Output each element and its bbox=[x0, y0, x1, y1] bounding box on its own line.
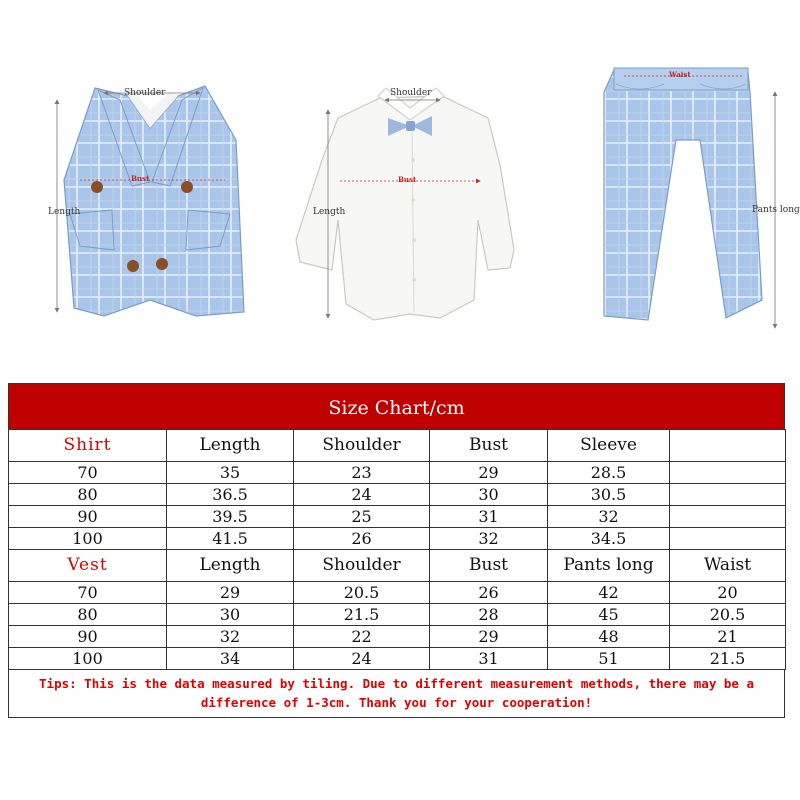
shirt-header-row bbox=[9, 430, 786, 462]
value-cell bbox=[670, 462, 786, 484]
value-cell: 28 bbox=[430, 604, 548, 626]
column-header: Bust bbox=[430, 550, 548, 582]
value-cell: 48 bbox=[548, 626, 670, 648]
vest-shoulder-label: Shoulder bbox=[124, 88, 166, 98]
vest-header-row bbox=[9, 550, 786, 582]
size-cell: 90 bbox=[9, 626, 167, 648]
column-header: Length bbox=[167, 550, 294, 582]
vest-illustration bbox=[57, 86, 244, 316]
value-cell: 31 bbox=[430, 648, 548, 670]
value-cell: 21.5 bbox=[294, 604, 430, 626]
column-header: Sleeve bbox=[548, 430, 670, 462]
size-chart bbox=[8, 383, 785, 718]
value-cell: 24 bbox=[294, 484, 430, 506]
size-chart-table bbox=[8, 429, 786, 670]
value-cell: 23 bbox=[294, 462, 430, 484]
table-row bbox=[9, 506, 786, 528]
value-cell: 34.5 bbox=[548, 528, 670, 550]
value-cell: 26 bbox=[430, 582, 548, 604]
pants-waist-label: Waist bbox=[669, 70, 691, 79]
shirt-bust-label: Bust bbox=[398, 175, 417, 184]
size-chart-body bbox=[9, 430, 786, 670]
value-cell: 22 bbox=[294, 626, 430, 648]
tips-note: Tips: This is the data measured by tiling. Due to different measurement methods, there may be a difference of 1-3cm. Thank you for your cooperation! bbox=[8, 670, 785, 718]
value-cell: 31 bbox=[430, 506, 548, 528]
value-cell: 29 bbox=[167, 582, 294, 604]
table-row bbox=[9, 484, 786, 506]
value-cell: 29 bbox=[430, 462, 548, 484]
column-header: Pants long bbox=[548, 550, 670, 582]
table-row bbox=[9, 626, 786, 648]
pants-illustration bbox=[604, 68, 775, 328]
value-cell: 29 bbox=[430, 626, 548, 648]
size-chart-title: Size Chart/cm bbox=[8, 383, 785, 429]
size-cell: 100 bbox=[9, 528, 167, 550]
size-cell: 100 bbox=[9, 648, 167, 670]
value-cell bbox=[670, 506, 786, 528]
vest-length-label: Length bbox=[48, 207, 81, 217]
value-cell: 36.5 bbox=[167, 484, 294, 506]
value-cell: 39.5 bbox=[167, 506, 294, 528]
pants-length-label: Pants long bbox=[752, 205, 800, 215]
table-row bbox=[9, 528, 786, 550]
size-cell: 80 bbox=[9, 484, 167, 506]
garment-drawings bbox=[0, 0, 800, 380]
value-cell: 45 bbox=[548, 604, 670, 626]
column-header: Bust bbox=[430, 430, 548, 462]
column-header: Shoulder bbox=[294, 550, 430, 582]
value-cell: 34 bbox=[167, 648, 294, 670]
value-cell: 42 bbox=[548, 582, 670, 604]
value-cell: 41.5 bbox=[167, 528, 294, 550]
value-cell: 20.5 bbox=[670, 604, 786, 626]
size-cell: 80 bbox=[9, 604, 167, 626]
value-cell: 32 bbox=[548, 506, 670, 528]
size-cell: 90 bbox=[9, 506, 167, 528]
value-cell: 30 bbox=[167, 604, 294, 626]
category-label: Vest bbox=[9, 550, 167, 582]
value-cell: 20 bbox=[670, 582, 786, 604]
value-cell: 35 bbox=[167, 462, 294, 484]
value-cell: 30.5 bbox=[548, 484, 670, 506]
value-cell: 26 bbox=[294, 528, 430, 550]
size-cell: 70 bbox=[9, 582, 167, 604]
table-row bbox=[9, 462, 786, 484]
table-row bbox=[9, 582, 786, 604]
value-cell: 28.5 bbox=[548, 462, 670, 484]
value-cell: 20.5 bbox=[294, 582, 430, 604]
shirt-length-label: Length bbox=[313, 207, 346, 217]
column-header: Waist bbox=[670, 550, 786, 582]
value-cell: 21 bbox=[670, 626, 786, 648]
table-row bbox=[9, 648, 786, 670]
value-cell bbox=[670, 528, 786, 550]
column-header bbox=[670, 430, 786, 462]
column-header: Shoulder bbox=[294, 430, 430, 462]
size-cell: 70 bbox=[9, 462, 167, 484]
garment-illustrations bbox=[0, 0, 800, 380]
value-cell: 25 bbox=[294, 506, 430, 528]
vest-bust-label: Bust bbox=[131, 174, 150, 183]
column-header: Length bbox=[167, 430, 294, 462]
value-cell: 21.5 bbox=[670, 648, 786, 670]
value-cell: 51 bbox=[548, 648, 670, 670]
category-label: Shirt bbox=[9, 430, 167, 462]
value-cell: 24 bbox=[294, 648, 430, 670]
shirt-illustration bbox=[296, 88, 514, 320]
shirt-shoulder-label: Shoulder bbox=[390, 88, 432, 98]
value-cell: 30 bbox=[430, 484, 548, 506]
value-cell: 32 bbox=[430, 528, 548, 550]
table-row bbox=[9, 604, 786, 626]
value-cell: 32 bbox=[167, 626, 294, 648]
value-cell bbox=[670, 484, 786, 506]
